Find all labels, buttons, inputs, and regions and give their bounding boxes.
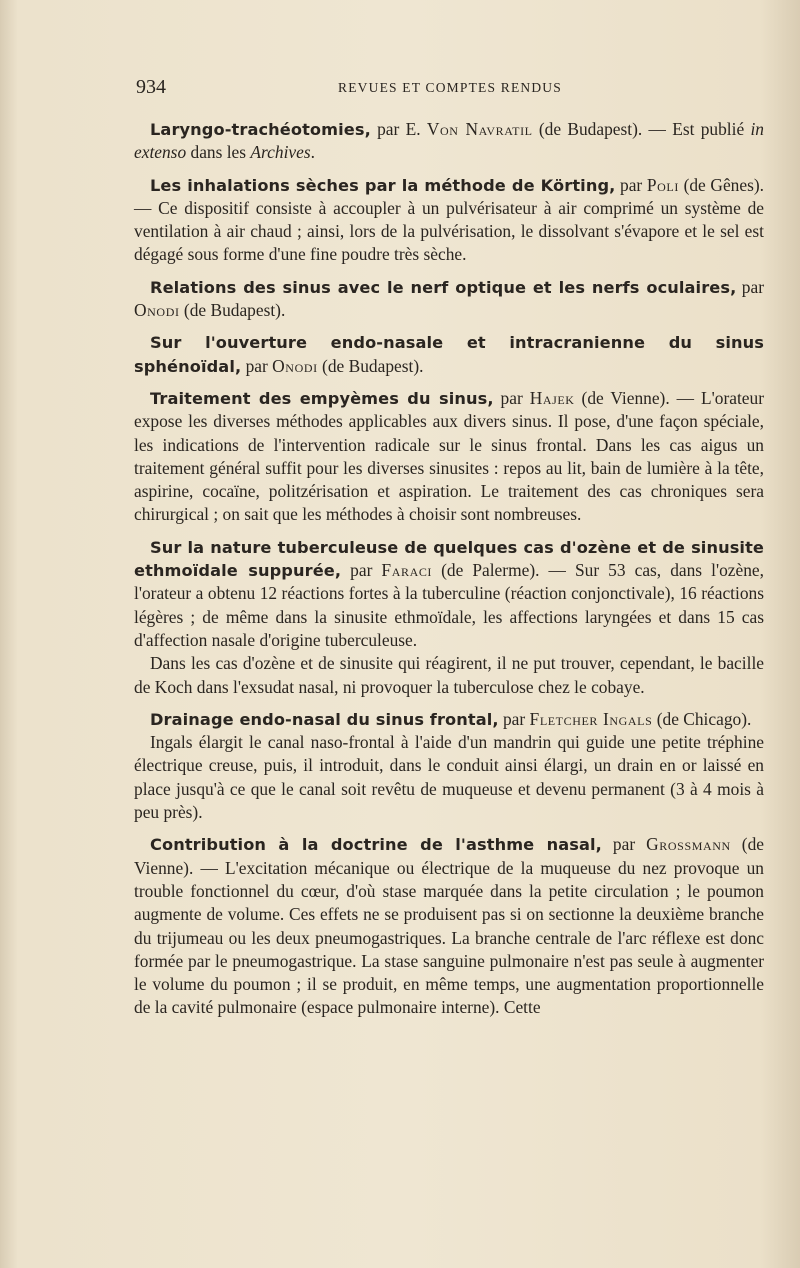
entry-text: dans les xyxy=(186,142,251,163)
entry-italic-text: in extenso xyxy=(134,119,764,163)
entry-text: (de Budapest). xyxy=(317,355,424,376)
entry-paragraph xyxy=(134,708,764,731)
entry-paragraph xyxy=(134,174,764,267)
entry-author: Hajek xyxy=(529,387,575,408)
entry-asthme-nasal xyxy=(134,833,764,1019)
entry-author: Onodi xyxy=(134,300,180,321)
entry-text: (de Chicago). xyxy=(652,708,752,729)
entry-author: Von Navratil xyxy=(426,119,533,139)
entry-text: . xyxy=(310,142,315,163)
entry-title: Traitement des empyèmes du sinus, xyxy=(150,388,494,408)
entry-byline: par xyxy=(498,708,530,729)
entry-title: Laryngo-trachéotomies, xyxy=(150,120,371,139)
entry-author: Fletcher Ingals xyxy=(529,708,653,729)
entry-text: (de Vienne). — L'excitation mécanique ou électrique de la muqueuse du nez provoque un trouble fonctionnel du cœur, d'où stase marquée dans la petite circulation ; le poumon augmente de volume. Ces effets ne se produisent pas si on sectionne la deuxième branche du trijumeau ou les deux pneumogastriques. La branche centrale de l'arc réflexe est donc formée par le pneumogastrique. La stase sanguine pulmonaire n'est pas seule à augmenter le volume du poumon ; il se produit, en même temps, une augmentation proportionnelle de la cavité pulmonaire (espace pulmonaire interne). Cette xyxy=(134,834,764,1018)
entry-byline: par E. xyxy=(370,119,427,139)
entry-title: Sur la nature tuberculeuse de quelques cas d'ozène et de sinusite ethmoïdale suppurée, xyxy=(134,537,764,581)
entry-paragraph xyxy=(134,833,764,1019)
entry-byline: par xyxy=(736,276,764,297)
page-body xyxy=(134,118,764,1029)
entry-title: Sur l'ouverture endo-nasale et intracranienne du sinus sphénoïdal, xyxy=(134,333,764,376)
entry-author: Onodi xyxy=(272,355,318,376)
entry-title: Drainage endo-nasal du sinus frontal, xyxy=(150,709,499,729)
entry-title: Relations des sinus avec le nerf optique et les nerfs oculaires, xyxy=(150,277,737,297)
entry-author: Faraci xyxy=(381,560,433,581)
entry-paragraph xyxy=(134,118,764,165)
entry-paragraph xyxy=(134,331,764,378)
running-title: REVUES ET COMPTES RENDUS xyxy=(338,80,562,95)
entry-text: (de Palerme). — Sur 53 cas, dans l'ozène, l'orateur a obtenu 12 réactions fortes à la tuberculine (réaction conjonctivale), 16 réactions légères ; de même dans la sinusite ethmoïdale, les affections laryngées et dans 15 cas d'affection nasale d'origine tuberculeuse. xyxy=(134,560,764,650)
entry-author: Poli xyxy=(646,174,679,195)
entry-traitement-empyemes xyxy=(134,387,764,527)
entry-relations-sinus xyxy=(134,276,764,323)
entry-byline: par xyxy=(341,560,382,581)
entry-italic-text: Archives xyxy=(250,142,311,163)
entry-paragraph xyxy=(134,387,764,527)
page-number: 934 xyxy=(136,76,166,98)
page-header xyxy=(136,76,764,98)
entry-text: (de Vienne). — L'orateur expose les diverses méthodes applicables aux divers sinus. Il pose, d'une façon spéciale, les indications de l'intervention radicale sur le sinus frontal. Dans les cas aigus un traitement général suffit pour les diverses sinusites : repos au lit, bain de lumière à la tête, aspirine, cocaïne, politzérisation et aspiration. Le traitement des cas chroniques sera chirurgical ; on sait que les méthodes à choisir sont nombreuses. xyxy=(134,387,764,525)
entry-text: (de Budapest). — Est publié xyxy=(532,119,751,139)
entry-laryngo-tracheotomies xyxy=(134,118,764,165)
entry-paragraph: Dans les cas d'ozène et de sinusite qui réagirent, il ne put trouver, cependant, le bacille de Koch dans l'exsudat nasal, ni provoquer la tuberculose chez le cobaye. xyxy=(134,653,764,697)
entry-drainage-sinus-frontal xyxy=(134,708,764,824)
entry-paragraph xyxy=(134,536,764,652)
entry-byline: par xyxy=(615,174,647,195)
entry-title: Les inhalations sèches par la méthode de Körting, xyxy=(150,175,616,195)
entry-byline: par xyxy=(601,834,647,855)
entry-byline: par xyxy=(241,355,273,376)
entry-inhalations-seches xyxy=(134,174,764,267)
entry-paragraph xyxy=(134,276,764,323)
entry-nature-tuberculeuse xyxy=(134,536,764,699)
entry-byline: par xyxy=(493,387,530,408)
entry-text: (de Budapest). xyxy=(179,300,286,321)
entry-author: Grossmann xyxy=(646,834,731,855)
entry-paragraph: Ingals élargit le canal naso-frontal à l'aide d'un mandrin qui guide une petite tréphine électrique creuse, puis, il introduit, dans le conduit ainsi élargi, un drain en or laissé en place jusqu'à ce que le canal soit revêtu de muqueuse et devenu permanent (3 à 4 mois à peu près). xyxy=(134,732,764,823)
entry-title: Contribution à la doctrine de l'asthme nasal, xyxy=(150,835,602,855)
entry-text: (de Gênes). — Ce dispositif consiste à accoupler à un pulvérisateur à air comprimé un système de ventilation à air chaud ; ainsi, lors de la pulvérisation, le dissolvant s'évapore et le sel est dégagé sous forme d'une fine poudre très sèche. xyxy=(134,174,764,265)
entry-ouverture-sinus-sphenoidal xyxy=(134,331,764,378)
